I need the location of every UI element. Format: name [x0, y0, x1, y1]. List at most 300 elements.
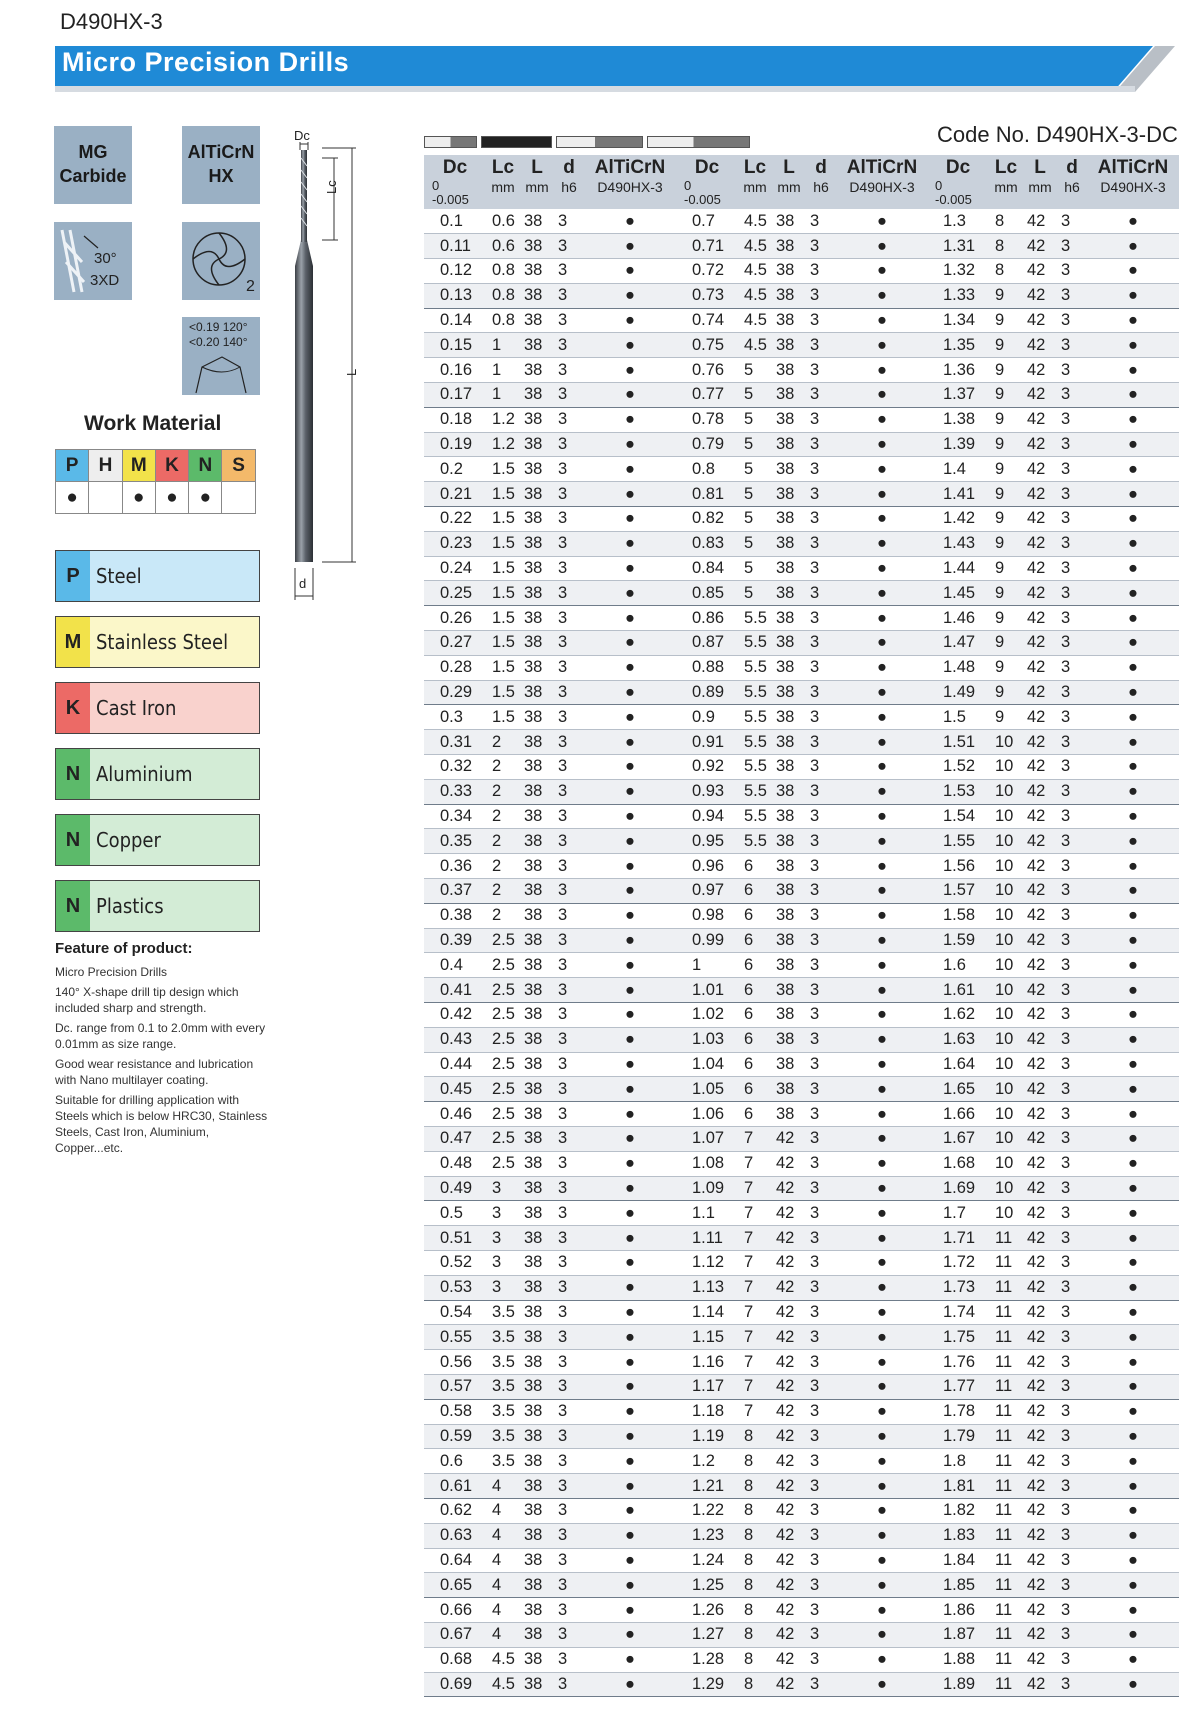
- feature-item: Dc. range from 0.1 to 2.0mm with every 0.01mm as size range.: [55, 1021, 266, 1051]
- table-cell: 3: [554, 1226, 584, 1251]
- table-cell: 1.2: [486, 407, 520, 432]
- material-code: N: [56, 815, 90, 865]
- table-cell: 42: [772, 1598, 806, 1623]
- table-row: [424, 432, 676, 457]
- table-cell: 1.28: [676, 1647, 738, 1672]
- table-cell: 3: [1057, 1275, 1087, 1300]
- table-row: [676, 1275, 928, 1300]
- table-row: [927, 1102, 1179, 1127]
- table-row: [424, 531, 676, 556]
- table-cell: 3: [1057, 432, 1087, 457]
- header-label: Lc: [491, 157, 515, 178]
- size-table: [424, 155, 676, 1697]
- table-cell: 1.5: [486, 531, 520, 556]
- table-cell: 38: [520, 482, 554, 507]
- table-row: [676, 730, 928, 755]
- table-cell: 6: [738, 978, 772, 1003]
- table-cell: 3: [1057, 879, 1087, 904]
- table-row: [676, 457, 928, 482]
- table-cell: 1.24: [676, 1548, 738, 1573]
- availability-dot: ●: [584, 234, 676, 259]
- header-label: Dc: [694, 157, 720, 178]
- availability-dot: ●: [836, 1176, 928, 1201]
- d-dimension-label: d: [299, 576, 307, 591]
- availability-dot: ●: [584, 1250, 676, 1275]
- table-row: [676, 259, 928, 284]
- table-row: [424, 1102, 676, 1127]
- table-cell: 3: [554, 631, 584, 656]
- table-cell: 9: [989, 283, 1023, 308]
- table-cell: 3: [554, 1176, 584, 1201]
- header-unit: D490HX-3: [597, 179, 663, 195]
- code-number: Code No. D490HX-3-DC: [937, 122, 1178, 147]
- table-row: [424, 1027, 676, 1052]
- material-name: Plastics: [96, 894, 164, 918]
- table-cell: 0.6: [486, 209, 520, 234]
- work-material-title: Work Material: [84, 412, 222, 435]
- table-row: [676, 655, 928, 680]
- table-row: [927, 1573, 1179, 1598]
- table-cell: 0.57: [424, 1374, 486, 1399]
- table-cell: 3: [554, 755, 584, 780]
- table-cell: 0.85: [676, 581, 738, 606]
- table-row: [424, 333, 676, 358]
- page-title: Micro Precision Drills: [62, 47, 350, 77]
- table-cell: 38: [772, 928, 806, 953]
- work-material-code: S: [222, 450, 255, 482]
- table-cell: 3: [1057, 234, 1087, 259]
- table-cell: 3.5: [486, 1300, 520, 1325]
- table-cell: 4: [486, 1548, 520, 1573]
- table-cell: 0.43: [424, 1027, 486, 1052]
- table-cell: 1: [486, 358, 520, 383]
- table-cell: 42: [1023, 1126, 1057, 1151]
- table-row: [676, 1226, 928, 1251]
- table-cell: 42: [772, 1622, 806, 1647]
- table-cell: 3: [806, 606, 836, 631]
- table-cell: 11: [989, 1523, 1023, 1548]
- table-cell: 6: [738, 1102, 772, 1127]
- work-material-indicator: [222, 482, 255, 514]
- table-cell: 3: [806, 953, 836, 978]
- table-cell: 10: [989, 829, 1023, 854]
- table-cell: 3: [806, 1126, 836, 1151]
- header-label: Dc: [442, 157, 468, 178]
- table-cell: 38: [772, 1077, 806, 1102]
- availability-dot: ●: [584, 1498, 676, 1523]
- table-cell: 1.5: [486, 705, 520, 730]
- table-cell: 38: [520, 1275, 554, 1300]
- availability-dot: ●: [1087, 283, 1179, 308]
- table-cell: 3: [554, 531, 584, 556]
- table-row: [927, 1350, 1179, 1375]
- table-cell: 3: [1057, 1598, 1087, 1623]
- table-cell: 0.39: [424, 928, 486, 953]
- table-cell: 2: [486, 829, 520, 854]
- table-cell: 38: [772, 407, 806, 432]
- table-cell: 0.74: [676, 308, 738, 333]
- table-cell: 10: [989, 1201, 1023, 1226]
- table-cell: 3: [554, 1598, 584, 1623]
- table-row: [927, 730, 1179, 755]
- table-cell: 1.81: [927, 1474, 989, 1499]
- availability-dot: ●: [1087, 1350, 1179, 1375]
- table-cell: 3: [554, 680, 584, 705]
- table-row: [424, 581, 676, 606]
- table-row: [927, 457, 1179, 482]
- table-row: [927, 1548, 1179, 1573]
- table-row: [927, 283, 1179, 308]
- table-cell: 1.38: [927, 407, 989, 432]
- header-unit: mm: [525, 179, 549, 195]
- table-cell: 1.23: [676, 1523, 738, 1548]
- availability-dot: ●: [584, 1573, 676, 1598]
- table-cell: 11: [989, 1325, 1023, 1350]
- tool-strip-icon: [647, 136, 750, 148]
- table-cell: 0.29: [424, 680, 486, 705]
- availability-dot: ●: [1087, 903, 1179, 928]
- table-cell: 9: [989, 383, 1023, 408]
- table-cell: 11: [989, 1672, 1023, 1697]
- material-box: [55, 616, 260, 668]
- table-cell: 1.71: [927, 1226, 989, 1251]
- availability-dot: ●: [584, 1449, 676, 1474]
- table-cell: 10: [989, 879, 1023, 904]
- table-cell: 38: [772, 854, 806, 879]
- table-cell: 0.59: [424, 1424, 486, 1449]
- table-cell: 38: [772, 1052, 806, 1077]
- column-header: [486, 155, 520, 209]
- table-cell: 1.12: [676, 1250, 738, 1275]
- table-cell: 0.64: [424, 1548, 486, 1573]
- table-cell: 3: [806, 1498, 836, 1523]
- header-unit: D490HX-3: [849, 179, 915, 195]
- table-cell: 0.73: [676, 283, 738, 308]
- table-cell: 3: [1057, 854, 1087, 879]
- table-cell: 42: [1023, 730, 1057, 755]
- table-cell: 38: [520, 1027, 554, 1052]
- table-cell: 38: [520, 1424, 554, 1449]
- table-cell: 3: [806, 779, 836, 804]
- table-cell: 1.51: [927, 730, 989, 755]
- availability-dot: ●: [584, 482, 676, 507]
- material-name: Aluminium: [96, 762, 193, 786]
- column-header: [1087, 155, 1179, 209]
- availability-dot: ●: [584, 1151, 676, 1176]
- table-cell: 38: [520, 655, 554, 680]
- table-cell: 38: [772, 680, 806, 705]
- table-cell: 1.5: [486, 655, 520, 680]
- table-cell: 0.75: [676, 333, 738, 358]
- size-table: [927, 155, 1179, 1697]
- table-cell: 3: [806, 1399, 836, 1424]
- table-row: [676, 1250, 928, 1275]
- column-header: [520, 155, 554, 209]
- availability-dot: ●: [584, 606, 676, 631]
- table-cell: 3: [806, 283, 836, 308]
- column-header: [584, 155, 676, 209]
- availability-dot: ●: [836, 333, 928, 358]
- table-cell: 3: [1057, 1300, 1087, 1325]
- table-cell: 38: [520, 1622, 554, 1647]
- material-box: [55, 748, 260, 800]
- table-cell: 3: [554, 854, 584, 879]
- table-cell: 0.84: [676, 556, 738, 581]
- table-cell: 10: [989, 755, 1023, 780]
- table-row: [424, 482, 676, 507]
- table-row: [676, 1350, 928, 1375]
- table-cell: 5.5: [738, 730, 772, 755]
- table-cell: 38: [520, 1474, 554, 1499]
- table-row: [927, 1523, 1179, 1548]
- table-cell: 10: [989, 804, 1023, 829]
- feature-item: 140° X-shape drill tip design which included sharp and strength.: [55, 985, 239, 1015]
- table-cell: 42: [1023, 1250, 1057, 1275]
- table-cell: 38: [520, 1201, 554, 1226]
- availability-dot: ●: [836, 482, 928, 507]
- table-cell: 0.49: [424, 1176, 486, 1201]
- table-cell: 42: [1023, 879, 1057, 904]
- table-row: [927, 234, 1179, 259]
- table-cell: 1.64: [927, 1052, 989, 1077]
- availability-dot: ●: [584, 1399, 676, 1424]
- table-cell: 9: [989, 333, 1023, 358]
- table-cell: 42: [772, 1176, 806, 1201]
- table-cell: 0.6: [424, 1449, 486, 1474]
- table-row: [927, 1474, 1179, 1499]
- table-cell: 38: [772, 879, 806, 904]
- availability-dot: ●: [1087, 457, 1179, 482]
- table-cell: 1.14: [676, 1300, 738, 1325]
- table-cell: 2.5: [486, 928, 520, 953]
- table-cell: 38: [772, 655, 806, 680]
- table-cell: 3: [486, 1275, 520, 1300]
- table-cell: 42: [1023, 631, 1057, 656]
- table-cell: 0.26: [424, 606, 486, 631]
- table-cell: 38: [520, 383, 554, 408]
- table-cell: 1.85: [927, 1573, 989, 1598]
- table-cell: 3: [806, 631, 836, 656]
- table-cell: 0.72: [676, 259, 738, 284]
- title-banner: [55, 46, 1175, 92]
- table-row: [927, 1077, 1179, 1102]
- table-cell: 2: [486, 879, 520, 904]
- table-cell: 42: [1023, 854, 1057, 879]
- table-cell: 38: [520, 457, 554, 482]
- table-cell: 38: [772, 705, 806, 730]
- table-cell: 7: [738, 1250, 772, 1275]
- material-code: N: [56, 881, 90, 931]
- table-cell: 38: [520, 1374, 554, 1399]
- table-row: [424, 1300, 676, 1325]
- table-cell: 42: [1023, 1003, 1057, 1028]
- table-cell: 3: [1057, 779, 1087, 804]
- availability-dot: ●: [1087, 1374, 1179, 1399]
- table-cell: 3: [554, 308, 584, 333]
- availability-dot: ●: [1087, 1250, 1179, 1275]
- availability-dot: ●: [836, 1003, 928, 1028]
- table-cell: 42: [1023, 308, 1057, 333]
- table-cell: 42: [772, 1325, 806, 1350]
- table-cell: 2: [486, 903, 520, 928]
- material-code: P: [56, 551, 90, 601]
- material-name: Cast Iron: [96, 696, 177, 720]
- header-tolerance-bottom: -0.005: [684, 192, 721, 207]
- availability-dot: ●: [1087, 1672, 1179, 1697]
- table-cell: 42: [772, 1275, 806, 1300]
- availability-dot: ●: [1087, 705, 1179, 730]
- table-cell: 38: [520, 1176, 554, 1201]
- table-cell: 5.5: [738, 705, 772, 730]
- table-cell: 1.1: [676, 1201, 738, 1226]
- header-tolerance-bottom: -0.005: [432, 192, 469, 207]
- table-row: [424, 556, 676, 581]
- table-row: [676, 1374, 928, 1399]
- table-cell: 0.88: [676, 655, 738, 680]
- table-row: [927, 1176, 1179, 1201]
- availability-dot: ●: [836, 1598, 928, 1623]
- table-cell: 0.12: [424, 259, 486, 284]
- availability-dot: ●: [1087, 333, 1179, 358]
- table-cell: 3: [1057, 1077, 1087, 1102]
- availability-dot: ●: [584, 1622, 676, 1647]
- table-cell: 3: [806, 1226, 836, 1251]
- table-cell: 1.79: [927, 1424, 989, 1449]
- table-cell: 38: [520, 804, 554, 829]
- table-row: [424, 1176, 676, 1201]
- table-cell: 0.95: [676, 829, 738, 854]
- availability-dot: ●: [1087, 1424, 1179, 1449]
- table-cell: 38: [520, 1226, 554, 1251]
- table-cell: 42: [772, 1523, 806, 1548]
- table-cell: 2.5: [486, 1003, 520, 1028]
- table-cell: 5: [738, 556, 772, 581]
- table-cell: 3: [1057, 1573, 1087, 1598]
- table-row: [676, 1325, 928, 1350]
- table-cell: 42: [1023, 804, 1057, 829]
- table-cell: 1.57: [927, 879, 989, 904]
- table-cell: 0.97: [676, 879, 738, 904]
- table-cell: 0.83: [676, 531, 738, 556]
- helix-angle-label: 30°: [94, 250, 117, 267]
- availability-dot: ●: [584, 308, 676, 333]
- availability-dot: ●: [1087, 680, 1179, 705]
- availability-dot: ●: [1087, 1003, 1179, 1028]
- table-cell: 38: [520, 1151, 554, 1176]
- header-tolerance-top: 0: [935, 178, 943, 193]
- table-cell: 4.5: [738, 283, 772, 308]
- table-cell: 8: [738, 1672, 772, 1697]
- table-cell: 42: [1023, 209, 1057, 234]
- table-cell: 0.81: [676, 482, 738, 507]
- availability-dot: ●: [1087, 383, 1179, 408]
- table-cell: 3: [554, 209, 584, 234]
- table-cell: 3: [806, 1449, 836, 1474]
- column-header: [554, 155, 584, 209]
- availability-dot: ●: [836, 680, 928, 705]
- table-cell: 5: [738, 457, 772, 482]
- table-cell: 42: [772, 1201, 806, 1226]
- availability-dot: ●: [584, 531, 676, 556]
- tool-strip-icon: [481, 136, 552, 148]
- work-material-code: M: [122, 450, 155, 482]
- availability-dot: ●: [1087, 1399, 1179, 1424]
- table-cell: 2.5: [486, 978, 520, 1003]
- table-row: [676, 1300, 928, 1325]
- table-cell: 3: [554, 507, 584, 532]
- table-cell: 3: [1057, 407, 1087, 432]
- table-cell: 10: [989, 1052, 1023, 1077]
- table-cell: 11: [989, 1474, 1023, 1499]
- table-cell: 42: [1023, 1151, 1057, 1176]
- table-cell: 7: [738, 1126, 772, 1151]
- table-cell: 0.92: [676, 755, 738, 780]
- table-cell: 1.5: [927, 705, 989, 730]
- table-cell: 3: [554, 1350, 584, 1375]
- table-cell: 1.29: [676, 1672, 738, 1697]
- table-row: [927, 1424, 1179, 1449]
- availability-dot: ●: [1087, 606, 1179, 631]
- table-cell: 3: [806, 234, 836, 259]
- point-angle-icon: [182, 317, 260, 395]
- table-row: [676, 879, 928, 904]
- table-row: [676, 358, 928, 383]
- table-cell: 5: [738, 581, 772, 606]
- availability-dot: ●: [1087, 1449, 1179, 1474]
- table-cell: 3: [1057, 507, 1087, 532]
- table-cell: 5.5: [738, 779, 772, 804]
- table-row: [927, 1374, 1179, 1399]
- table-cell: 3: [806, 407, 836, 432]
- table-cell: 9: [989, 631, 1023, 656]
- table-cell: 3: [1057, 1424, 1087, 1449]
- table-cell: 38: [772, 234, 806, 259]
- table-cell: 3: [1057, 1474, 1087, 1499]
- availability-dot: ●: [836, 854, 928, 879]
- table-cell: 38: [520, 903, 554, 928]
- table-cell: 42: [1023, 1102, 1057, 1127]
- table-cell: 7: [738, 1374, 772, 1399]
- availability-dot: ●: [836, 978, 928, 1003]
- table-cell: 42: [1023, 1300, 1057, 1325]
- table-cell: 0.17: [424, 383, 486, 408]
- table-cell: 3: [806, 1027, 836, 1052]
- table-cell: 1.04: [676, 1052, 738, 1077]
- header-label: Lc: [743, 157, 767, 178]
- table-cell: 3: [554, 779, 584, 804]
- availability-dot: ●: [584, 259, 676, 284]
- availability-dot: ●: [584, 1474, 676, 1499]
- availability-dot: ●: [1087, 755, 1179, 780]
- table-cell: 5: [738, 383, 772, 408]
- availability-dot: ●: [584, 283, 676, 308]
- table-cell: 0.2: [424, 457, 486, 482]
- table-cell: 0.33: [424, 779, 486, 804]
- table-cell: 3: [1057, 1523, 1087, 1548]
- table-row: [927, 1275, 1179, 1300]
- availability-dot: ●: [584, 358, 676, 383]
- availability-dot: ●: [836, 1523, 928, 1548]
- table-row: [927, 804, 1179, 829]
- table-cell: 1.08: [676, 1151, 738, 1176]
- table-cell: 3: [806, 1201, 836, 1226]
- table-cell: 42: [1023, 1672, 1057, 1697]
- availability-dot: ●: [1087, 1077, 1179, 1102]
- availability-dot: ●: [1087, 779, 1179, 804]
- table-cell: 38: [520, 1250, 554, 1275]
- table-cell: 2: [486, 730, 520, 755]
- table-cell: 3: [806, 730, 836, 755]
